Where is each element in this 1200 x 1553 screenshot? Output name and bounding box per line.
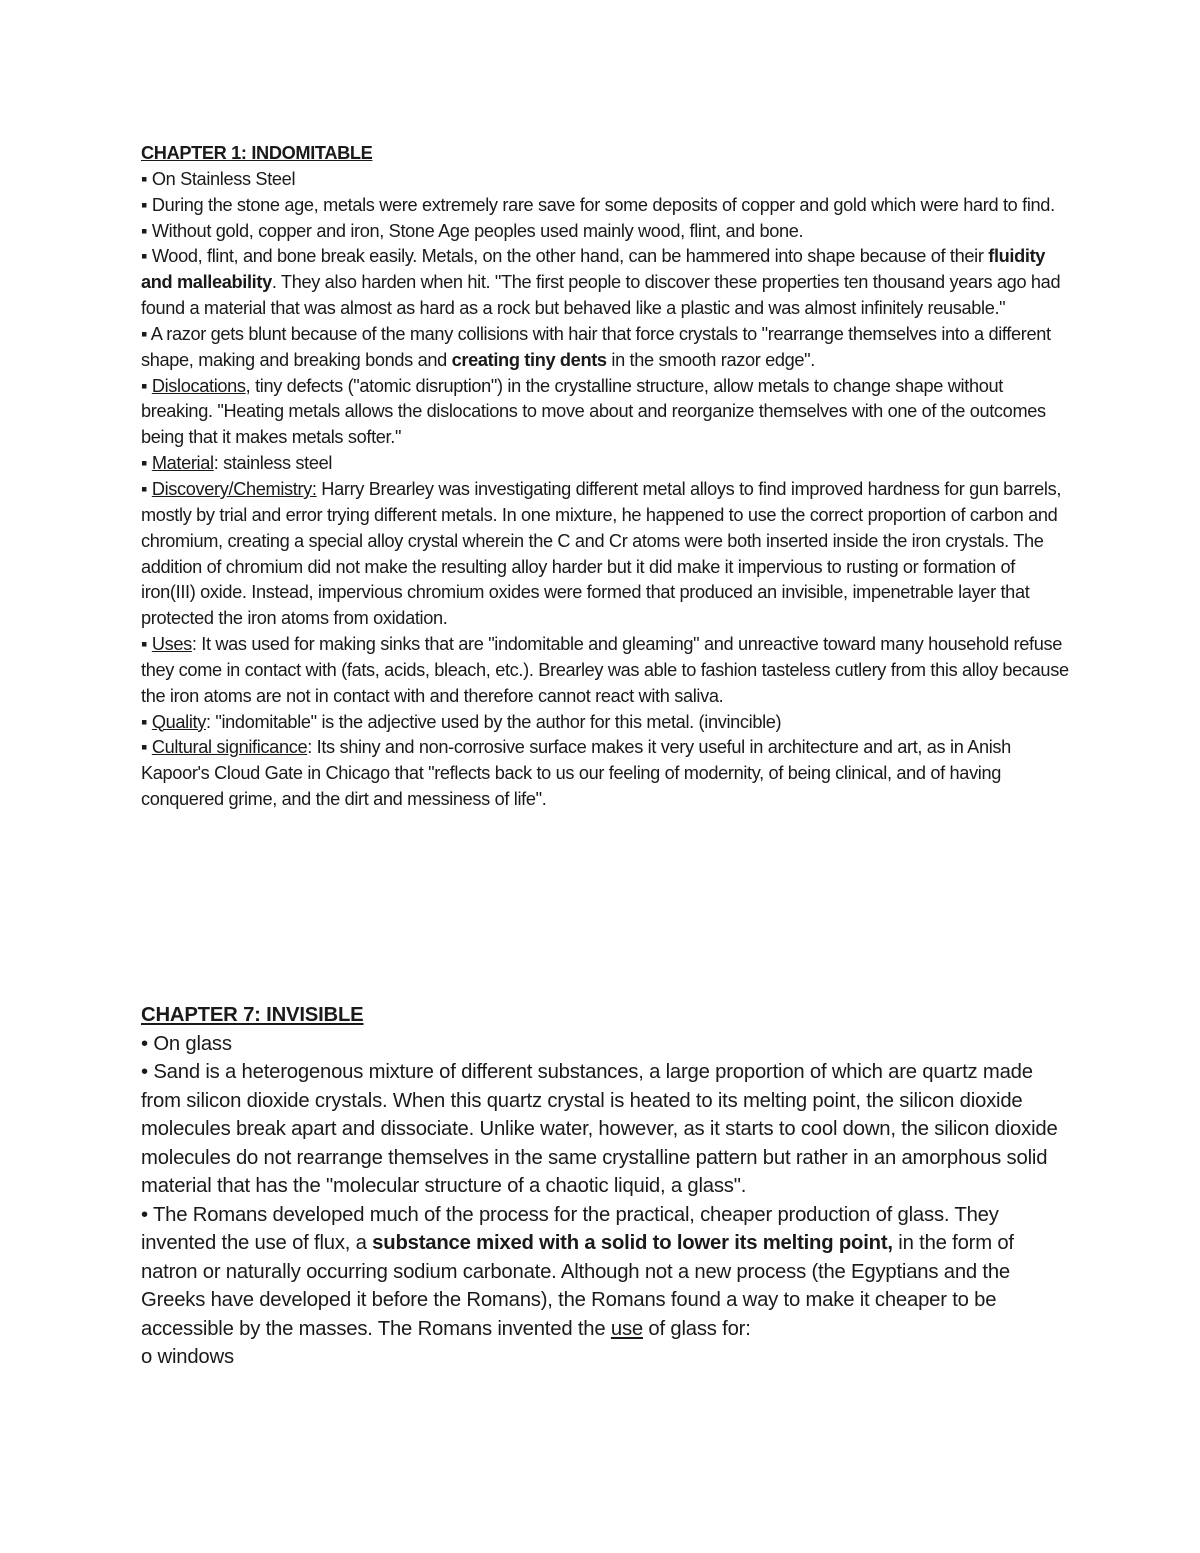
uses-label: Uses xyxy=(151,634,192,655)
bullet-marker: ▪ xyxy=(141,323,151,344)
sub-bullet-marker: o xyxy=(141,1346,158,1368)
chapter-1-section xyxy=(141,141,1071,813)
bullet-marker: ▪ xyxy=(141,711,152,732)
razor-bold-phrase: creating tiny dents xyxy=(451,349,607,370)
bullet-marker: • xyxy=(141,1203,153,1226)
glass-subject-text: On glass xyxy=(153,1032,232,1055)
flux-definition: substance mixed with a solid to lower its melting point, xyxy=(372,1232,893,1254)
bullet-without-gold xyxy=(141,219,1071,245)
bullet-material xyxy=(141,451,1071,477)
quality-label: Quality xyxy=(151,711,206,732)
without-gold-text: Without gold, copper and iron, Stone Age peoples used mainly wood, flint, and bone. xyxy=(151,220,804,241)
bullet-dislocations xyxy=(141,374,1071,452)
bullet-cultural xyxy=(141,735,1071,813)
bullet-marker: ▪ xyxy=(141,220,152,241)
bullet-discovery xyxy=(141,477,1071,632)
discovery-label: Discovery/Chemistry: xyxy=(151,478,317,499)
bullet-uses xyxy=(141,632,1071,710)
bullet-quality xyxy=(141,710,1071,736)
bullet-glass-subject xyxy=(141,1030,1071,1059)
wood-text-end: . They also harden when hit. "The first people to discover these properties ten thousand years ago had found a material that was almost as hard as a rock but behaved like a plastic and was almost infinitely reusable." xyxy=(141,272,1061,319)
bullet-marker: ▪ xyxy=(141,246,152,267)
dislocations-label: Dislocations xyxy=(151,375,246,396)
windows-text: windows xyxy=(157,1346,234,1368)
bullet-marker: ▪ xyxy=(141,634,152,655)
bullet-marker: • xyxy=(141,1061,154,1083)
bullet-marker: ▪ xyxy=(141,375,152,396)
bullet-stone-age xyxy=(141,193,1071,219)
wood-bold-phrase: fluidity and malleability xyxy=(141,246,1046,293)
discovery-text: Harry Brearley was investigating different metal alloys to find improved hardness for gun barrels, mostly by trial and error trying different metals. In one mixture, he happened to use the correct proportion of carbon and chromium, creating a special alloy crystal wherein the C and Cr atoms were both inserted inside the iron crystals. The addition of chromium did not make the resulting alloy harder but it did make it impervious to rusting or formation of iron(III) oxide. Instead, impervious chromium oxides were formed that produced an invisible, impenetrable layer that protected the iron atoms from oxidation. xyxy=(141,478,1062,629)
bullet-sand xyxy=(141,1058,1071,1201)
bullet-marker: • xyxy=(141,1032,154,1055)
stone-age-text: During the stone age, metals were extremely rare save for some deposits of copper and gold which were hard to find. xyxy=(151,194,1055,215)
bullet-razor xyxy=(141,322,1071,374)
chapter-7-title: CHAPTER 7: INVISIBLE xyxy=(141,1004,364,1026)
chapter-1-title: CHAPTER 1: INDOMITABLE xyxy=(141,143,373,163)
sub-bullet-windows xyxy=(141,1343,1071,1372)
material-text: : stainless steel xyxy=(213,453,333,474)
bullet-marker: ▪ xyxy=(141,478,152,499)
bullet-marker: ▪ xyxy=(141,168,152,189)
bullet-subject xyxy=(141,167,1071,193)
dislocations-text: , tiny defects ("atomic disruption") in the crystalline structure, allow metals to change shape without breaking. "Heating metals allows the dislocations to move about and reorganize themselves with one of the outcomes being that it makes metals softer." xyxy=(141,375,1046,448)
sand-text: Sand is a heterogenous mixture of different substances, a large proportion of which are quartz made from silicon dioxide crystals. When this quartz crystal is heated to its melting point, the silicon dioxide molecules break apart and dissociate. Unlike water, however, as it starts to cool down, the silicon dioxide molecules do not rearrange themselves in the same crystalline pattern but rather in an amorphous solid material that has the "molecular structure of a chaotic liquid, a glass". xyxy=(141,1061,1058,1197)
razor-text-start: A razor gets blunt because of the many collisions with hair that force crystals to "rearrange themselves into a different shape, making and breaking bonds and xyxy=(141,323,1051,370)
bullet-marker: ▪ xyxy=(141,194,152,215)
quality-text: : "indomitable" is the adjective used by the author for this metal. (invincible) xyxy=(205,711,782,732)
romans-text-start: The Romans developed much of the process for the practical, cheaper production of glass. They invented the use of flux, a xyxy=(141,1203,999,1254)
subject-text: On Stainless Steel xyxy=(151,168,296,189)
bullet-marker: ▪ xyxy=(141,737,152,758)
razor-text-end: in the smooth razor edge". xyxy=(606,349,815,370)
romans-text-end: of glass for: xyxy=(642,1317,751,1340)
material-label: Material xyxy=(151,453,214,474)
cultural-text: : Its shiny and non-corrosive surface makes it very useful in architecture and art, as in Anish Kapoor's Cloud Gate in Chicago that "reflects back to us our feeling of modernity, of being clinical, and of having conquered grime, and the dirt and messiness of life". xyxy=(141,737,1011,810)
use-underlined: use xyxy=(610,1317,643,1340)
bullet-romans xyxy=(141,1201,1071,1344)
romans-text-middle: in the form of natron or naturally occurring sodium carbonate. Although not a new process (the Egyptians and the Greeks have developed it before the Romans), the Romans found a way to make it cheaper to be accessible by the masses. The Romans invented the xyxy=(141,1232,1014,1340)
chapter-7-section xyxy=(141,1001,1071,1372)
wood-text-start: Wood, flint, and bone break easily. Metals, on the other hand, can be hammered into shape because of their xyxy=(151,246,989,267)
bullet-marker: ▪ xyxy=(141,453,152,474)
bullet-wood-flint xyxy=(141,244,1071,322)
cultural-label: Cultural significance xyxy=(151,737,308,758)
uses-text: : It was used for making sinks that are "indomitable and gleaming" and unreactive toward many household refuse they come in contact with (fats, acids, bleach, etc.). Brearley was able to fashion tasteless cutlery from this alloy because the iron atoms are not in contact with and therefore cannot react with saliva. xyxy=(141,634,1069,706)
